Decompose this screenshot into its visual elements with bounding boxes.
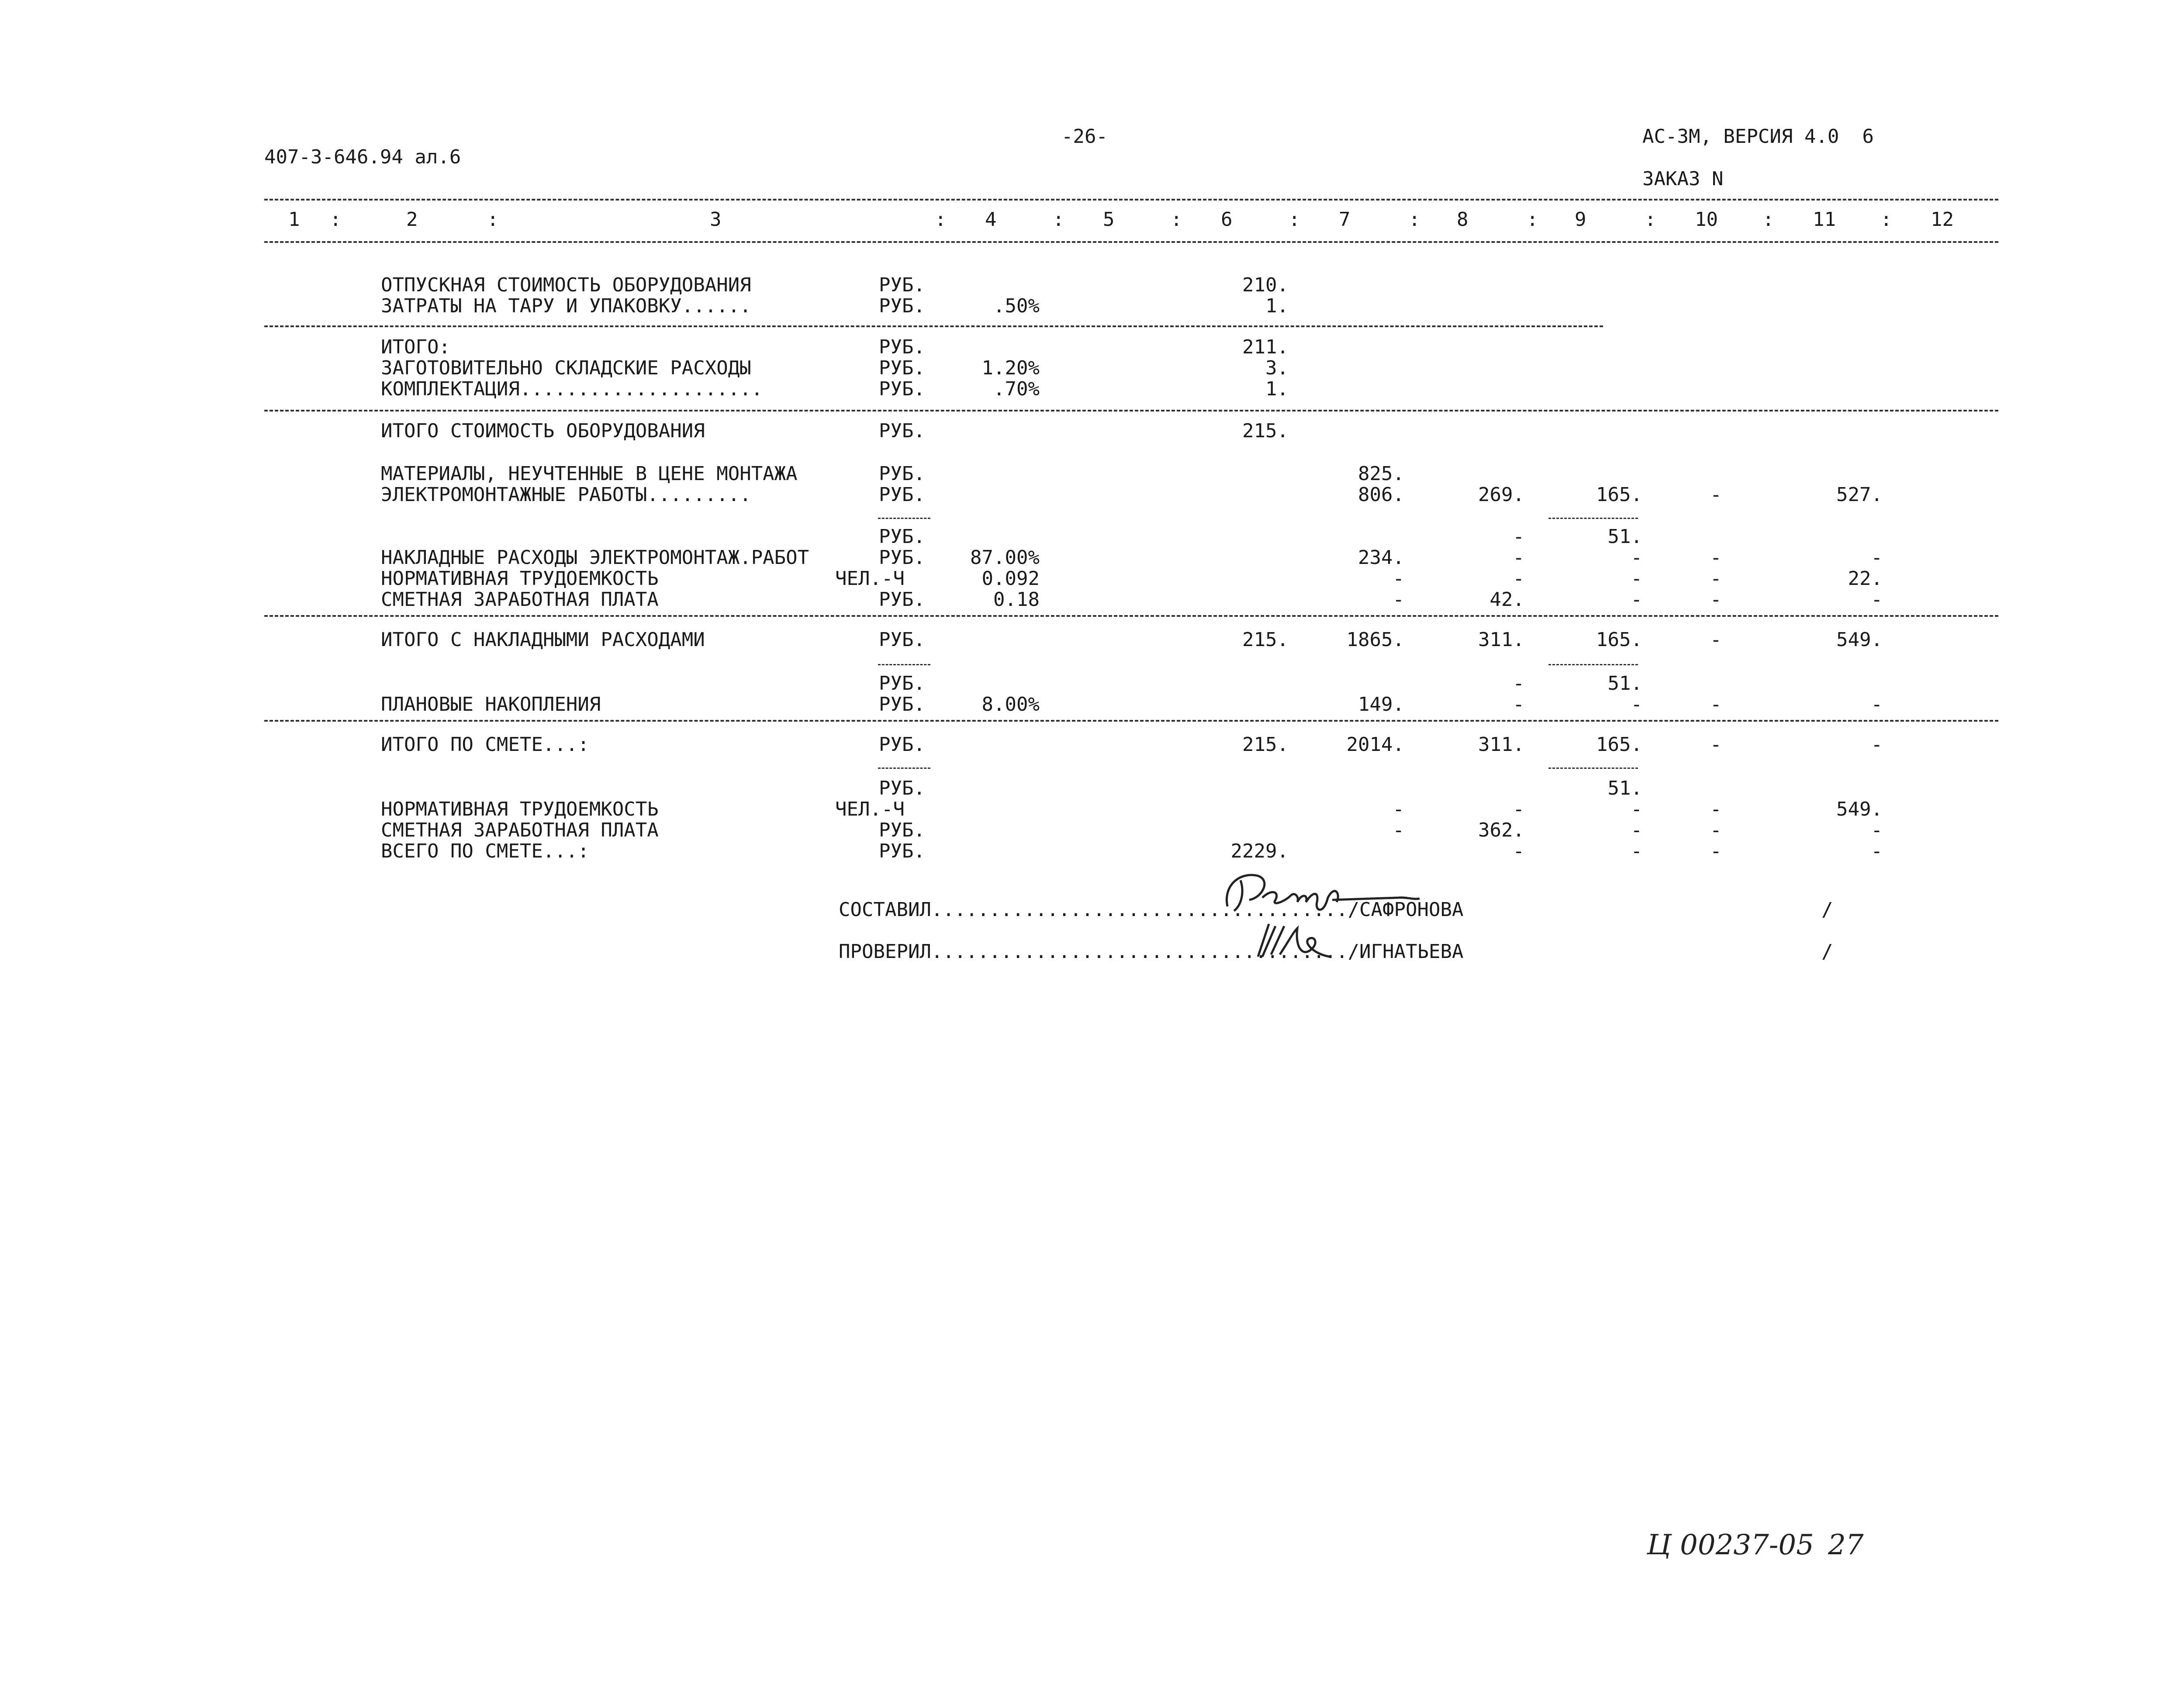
compiled-slash: / (1821, 899, 1833, 921)
cell-c6: 215. (1242, 420, 1289, 442)
cell-c7: - (1393, 588, 1404, 611)
cell-c6: 215. (1242, 733, 1289, 756)
row-unit: РУБ. (879, 546, 925, 569)
cell-c10: - (1710, 733, 1722, 756)
sheet-number: 27 (1828, 1529, 1864, 1561)
col-num: 11 (1813, 208, 1836, 231)
col-sep: : (1880, 208, 1892, 231)
col-num: 6 (1221, 208, 1233, 231)
col-sep: : (487, 208, 499, 231)
row-label: ИТОГО: (381, 336, 450, 358)
cell-c9: 165. (1596, 484, 1642, 506)
row-unit: ЧЕЛ.-Ч (835, 798, 905, 820)
cell-c8: - (1513, 693, 1524, 716)
row-label: СМЕТНАЯ ЗАРАБОТНАЯ ПЛАТА (381, 819, 659, 841)
cell-c10: - (1710, 819, 1722, 841)
subtotal-rule (1548, 518, 1638, 519)
cell-c9: - (1631, 819, 1642, 841)
subtotal-rule (878, 768, 930, 769)
cell-c10: - (1710, 629, 1722, 651)
section-rule (264, 325, 1603, 327)
row-label: ИТОГО С НАКЛАДНЫМИ РАСХОДАМИ (381, 629, 705, 651)
row-rate: 0.18 (993, 588, 1040, 611)
row-rate: .50% (993, 295, 1040, 317)
cell-c8: 42. (1489, 588, 1524, 611)
row-unit: РУБ. (879, 629, 925, 651)
col-sep: : (1289, 208, 1300, 231)
col-sep: : (1409, 208, 1420, 231)
cell-c9: - (1631, 588, 1642, 611)
cell-c9: 165. (1596, 629, 1642, 651)
row-label: СМЕТНАЯ ЗАРАБОТНАЯ ПЛАТА (381, 588, 659, 611)
cell-c6: 2229. (1230, 840, 1289, 862)
cell-c8: - (1513, 840, 1524, 862)
cell-c10: - (1710, 588, 1722, 611)
cell-c8: 269. (1478, 484, 1524, 506)
row-label: ПЛАНОВЫЕ НАКОПЛЕНИЯ (381, 693, 601, 716)
row-label: ОТПУСКНАЯ СТОИМОСТЬ ОБОРУДОВАНИЯ (381, 274, 751, 296)
row-label: ЗАГОТОВИТЕЛЬНО СКЛАДСКИЕ РАСХОДЫ (381, 357, 751, 379)
col-num: 7 (1339, 208, 1351, 231)
row-rate: 87.00% (970, 546, 1040, 569)
cell-c8: 362. (1478, 819, 1524, 841)
row-unit: РУБ. (879, 588, 925, 611)
cell-c9: 51. (1607, 672, 1642, 695)
col-num: 5 (1103, 208, 1115, 231)
cell-c8: - (1513, 567, 1524, 590)
cell-c10: - (1710, 798, 1722, 820)
row-unit: ЧЕЛ.-Ч (835, 567, 905, 590)
cell-c10: - (1710, 840, 1722, 862)
cell-c11: - (1871, 733, 1883, 756)
cell-c7: 234. (1358, 546, 1404, 569)
row-label: ИТОГО ПО СМЕТЕ...: (381, 733, 589, 756)
archive-number: Ц 00237-05 (1647, 1529, 1814, 1561)
cell-c10: - (1710, 546, 1722, 569)
row-label: ЗАТРАТЫ НА ТАРУ И УПАКОВКУ...... (381, 295, 751, 317)
row-label: НАКЛАДНЫЕ РАСХОДЫ ЭЛЕКТРОМОНТАЖ.РАБОТ (381, 546, 809, 569)
cell-c8: - (1513, 672, 1524, 695)
col-num: 8 (1457, 208, 1469, 231)
row-unit: РУБ. (879, 378, 925, 400)
header-rule-bottom (264, 241, 1998, 243)
subtotal-rule (1548, 664, 1638, 665)
program-version: АС-3М, ВЕРСИЯ 4.0 6 (1642, 125, 1874, 148)
col-sep: : (935, 208, 947, 231)
col-sep: : (1053, 208, 1064, 231)
signature-ignatyeva (1249, 915, 1345, 963)
cell-c6: 210. (1242, 274, 1289, 296)
cell-c6: 3. (1265, 357, 1289, 379)
cell-c11: - (1871, 819, 1883, 841)
col-num: 12 (1931, 208, 1954, 231)
row-rate: 1.20% (981, 357, 1040, 379)
cell-c9: - (1631, 693, 1642, 716)
document-code: 407-3-646.94 ал.6 (264, 146, 461, 168)
row-unit: РУБ. (879, 526, 925, 548)
cell-c11: - (1871, 840, 1883, 862)
row-rate: 0.092 (981, 567, 1040, 590)
cell-c7: 806. (1358, 484, 1404, 506)
subtotal-rule (1548, 768, 1638, 769)
cell-c7: - (1393, 567, 1404, 590)
col-sep: : (1527, 208, 1538, 231)
cell-c11: 549. (1836, 629, 1883, 651)
cell-c8: - (1513, 546, 1524, 569)
col-sep: : (1171, 208, 1182, 231)
col-num: 1 (288, 208, 300, 231)
row-unit: РУБ. (879, 463, 925, 485)
row-unit: РУБ. (879, 777, 925, 799)
cell-c9: 165. (1596, 733, 1642, 756)
section-rule (264, 410, 1998, 412)
row-label: НОРМАТИВНАЯ ТРУДОЕМКОСТЬ (381, 798, 659, 820)
col-sep: : (1762, 208, 1774, 231)
row-label: НОРМАТИВНАЯ ТРУДОЕМКОСТЬ (381, 567, 659, 590)
cell-c7: 825. (1358, 463, 1404, 485)
cell-c7: 149. (1358, 693, 1404, 716)
row-unit: РУБ. (879, 357, 925, 379)
row-unit: РУБ. (879, 420, 925, 442)
cell-c7: 1865. (1346, 629, 1404, 651)
row-label: ВСЕГО ПО СМЕТЕ...: (381, 840, 589, 862)
col-num: 2 (406, 208, 418, 231)
compiled-by: СОСТАВИЛ..................................../САФРОНОВА (839, 899, 1464, 921)
row-label: ИТОГО СТОИМОСТЬ ОБОРУДОВАНИЯ (381, 420, 705, 442)
cell-c11: 527. (1836, 484, 1883, 506)
cell-c10: - (1710, 484, 1722, 506)
page-number: -26- (1061, 125, 1108, 148)
cell-c7: 2014. (1346, 733, 1404, 756)
cell-c10: - (1710, 567, 1722, 590)
row-unit: РУБ. (879, 672, 925, 695)
row-label: МАТЕРИАЛЫ, НЕУЧТЕННЫЕ В ЦЕНЕ МОНТАЖА (381, 463, 798, 485)
col-num: 4 (985, 208, 997, 231)
row-rate: 8.00% (981, 693, 1040, 716)
row-unit: РУБ. (879, 840, 925, 862)
cell-c8: - (1513, 798, 1524, 820)
row-unit: РУБ. (879, 819, 925, 841)
subtotal-rule (878, 664, 930, 665)
cell-c11: - (1871, 546, 1883, 569)
section-rule (264, 720, 1998, 722)
cell-c9: - (1631, 567, 1642, 590)
cell-c9: - (1631, 840, 1642, 862)
col-num: 3 (710, 208, 722, 231)
cell-c11: 549. (1836, 798, 1883, 820)
checked-by: ПРОВЕРИЛ..................................../ИГНАТЬЕВА (839, 941, 1464, 963)
row-rate: .70% (993, 378, 1040, 400)
col-sep: : (1645, 208, 1656, 231)
cell-c9: 51. (1607, 777, 1642, 799)
cell-c6: 1. (1265, 378, 1289, 400)
col-num: 10 (1695, 208, 1718, 231)
cell-c11: 22. (1848, 567, 1883, 590)
checked-slash: / (1821, 941, 1833, 963)
cell-c6: 211. (1242, 336, 1289, 358)
cell-c11: - (1871, 588, 1883, 611)
cell-c11: - (1871, 693, 1883, 716)
col-sep: : (330, 208, 342, 231)
subtotal-rule (878, 518, 930, 519)
cell-c9: - (1631, 546, 1642, 569)
cell-c8: - (1513, 526, 1524, 548)
row-label: ЭЛЕКТРОМОНТАЖНЫЕ РАБОТЫ......... (381, 484, 751, 506)
row-unit: РУБ. (879, 733, 925, 756)
signature-safronova (1214, 867, 1424, 920)
row-unit: РУБ. (879, 295, 925, 317)
order-number: ЗАКАЗ N (1642, 168, 1724, 190)
cell-c9: - (1631, 798, 1642, 820)
cell-c8: 311. (1478, 733, 1524, 756)
cell-c9: 51. (1607, 526, 1642, 548)
header-rule-top (264, 199, 1998, 201)
cell-c7: - (1393, 798, 1404, 820)
cell-c8: 311. (1478, 629, 1524, 651)
cell-c10: - (1710, 693, 1722, 716)
row-unit: РУБ. (879, 274, 925, 296)
section-rule (264, 615, 1998, 617)
row-unit: РУБ. (879, 484, 925, 506)
cell-c6: 1. (1265, 295, 1289, 317)
cell-c6: 215. (1242, 629, 1289, 651)
row-unit: РУБ. (879, 693, 925, 716)
row-label: КОМПЛЕКТАЦИЯ..................... (381, 378, 763, 400)
row-unit: РУБ. (879, 336, 925, 358)
col-num: 9 (1575, 208, 1586, 231)
cell-c7: - (1393, 819, 1404, 841)
